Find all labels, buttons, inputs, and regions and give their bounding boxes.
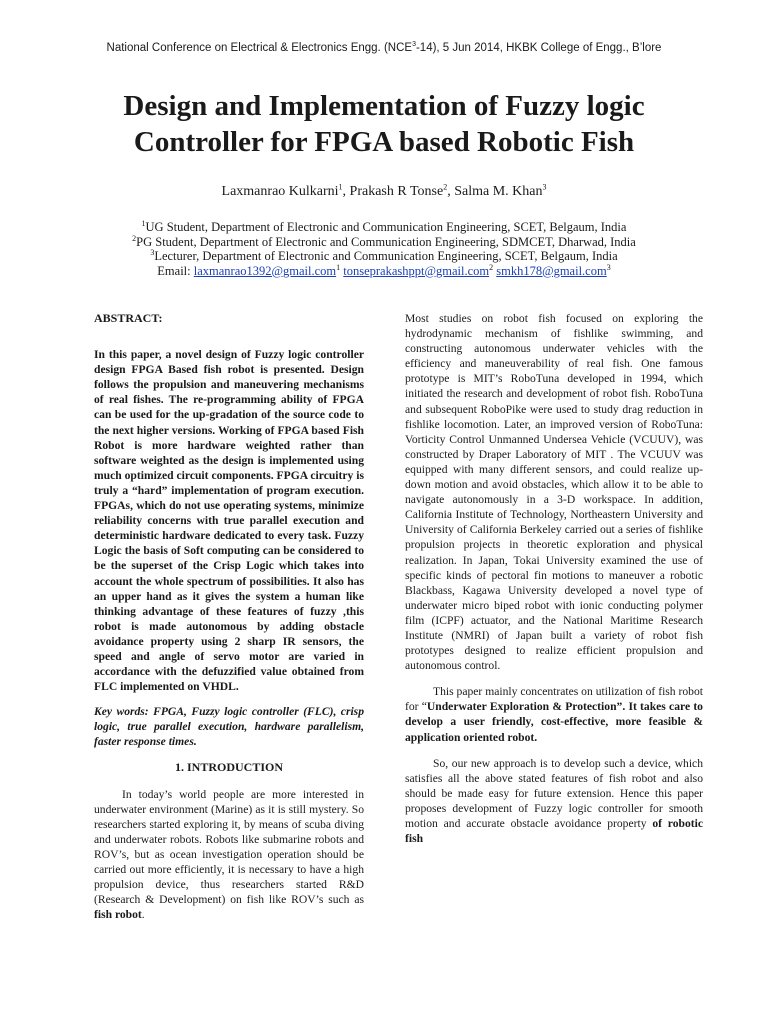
affiliations [0,220,768,278]
email-link[interactable]: laxmanrao1392@gmail.com [193,263,337,278]
title-line-2: Controller for FPGA based Robotic Fish [133,126,635,158]
author-list: Laxmanrao Kulkarni$^1$, Prakash R Tonse$^2$, Salma M. Khan$^3$ [221,182,547,199]
affiliation-line: $^3$Lecturer, Department of Electronic and Communication Engineering, SCET, Belgaum, India [150,247,618,263]
title-line-1: Design and Implementation of Fuzzy logic [123,90,645,122]
author-name: Laxmanrao Kulkarni [221,184,339,199]
left-column [94,311,364,933]
author-name: Prakash R Tonse [349,184,444,199]
email-link[interactable]: smkh178@gmail.com [496,263,607,278]
author-name: Salma M. Khan [454,184,543,199]
right-column [405,311,703,857]
email-link[interactable]: tonseprakashppt@gmail.com [343,263,490,278]
intro-paragraph: In today’s world people are more interested in underwater environment (Marine) as it is still mystery. So researchers started exploring it, by means of scuba diving and underwater robots. Robots like submarine robots and ROV’s, but as ocean investigation operation should be carried out more efficiently, it is necessary to have a high propulsion device, thus researchers started R&D (Research & Development) on fish like ROV’s such as fish robot. [94,787,364,922]
body-paragraph: So, our new approach is to develop such a device, which satisfies all the above stated features of fish robot and also should be made easy for future extension. Hence this paper proposes development of Fuzzy logic controller for smooth motion and accurate obstacle avoidance property of robotic fish [405,756,704,846]
paper-title [40,88,728,160]
section-heading-introduction: 1. INTRODUCTION [174,759,283,774]
keywords: Key words: FPGA, Fuzzy logic controller (FLC), crisp logic, true parallel execution, hardware parallelism, faster response times. [94,705,364,749]
body-paragraph: This paper mainly concentrates on utilization of fish robot for “Underwater Exploration & Protection”. It takes care to develop a user friendly, cost-effective, more feasible & application oriented robot. [405,685,703,744]
conference-header: National Conference on Electrical & Electronics Engg. (NCE$^3$-14), 5 Jun 2014, HKBK College of Engg., B’lore [106,41,662,54]
email-line: Email: laxmanrao1392@gmail.com$^1$ tonseprakashppt@gmail.com$^2$ smkh178@gmail.com$^3$ [157,262,611,278]
abstract-body: In this paper, a novel design of Fuzzy logic controller design FPGA Based fish robot is presented. Design follows the propulsion and maneuvering mechanisms of real fishes. The re-programming ability of FPGA can be used for the up-gradation of the source code to the next higher versions. Working of FPGA based Fish Robot is more hardware weighted rather than software weighted as the design is implemented using much optimized circuit components. FPGA circuitry is truly a “hard” implementation of program execution. FPGAs, which do not use operating systems, minimize reliability concerns with true parallel execution and deterministic hardware dedicated to every task. Fuzzy Logic the basis of Soft computing can be considered to be the superset of the Crisp Logic which takes into account the whole spectrum of possibilities. It also has an upper hand as it gives the system a human like thinking advantage of these features of fuzzy ,this robot is made autonomous by adding obstacle avoidance property using 2 sharp IR sensors, the speed and angle of servo motor are varied in accordance with the defuzzified value obtained from FLC implemented on VHDL. [94,348,364,694]
abstract-heading: ABSTRACT: [94,311,163,325]
affiliation-line: $^2$PG Student, Department of Electronic and Communication Engineering, SDMCET, Dharwad, India [132,233,636,249]
affiliation-line: $^1$UG Student, Department of Electronic and Communication Engineering, SCET, Belgaum, India [141,218,627,234]
body-paragraph: Most studies on robot fish focused on exploring the hydrodynamic mechanism of fishlike swimming, and constructing autonomous underwater vehicles with the efficiency and maneuverability of real fish. One famous prototype is MIT’s RoboTuna developed in 1994, which initiated the research and development of robot fish. RoboTuna and subsequent RoboPike were used to study drag reduction in fishlike locomotion. Later, an improved version of RoboTuna: Vorticity Control Unmanned Undersea Vehicle (VCUUV), was constructed by Draper Laboratory of MIT . The VCUUV was equipped with many different sensors, and could realize up-down motion and avoid obstacles, which allow it to be able to navigate autonomously in a 3-D workspace. In addition, California Institute of Technology, Northeastern University and University of California Berkeley carried out a series of fishlike propulsion projects in theoretic exploration and physical realization. In Japan, Tokai University examined the use of specific kinds of pectoral fin motions to maneuver a robotic Blackbass, Kagawa University developed a novel type of underwater micro biped robot with ionic conducting polymer film (ICPF) actuator, and the National Maritime Research Institute (NMRI) of Japan built a variety of robot fish prototypes designed to realize efficient propulsion and autonomous control. [405,312,703,673]
